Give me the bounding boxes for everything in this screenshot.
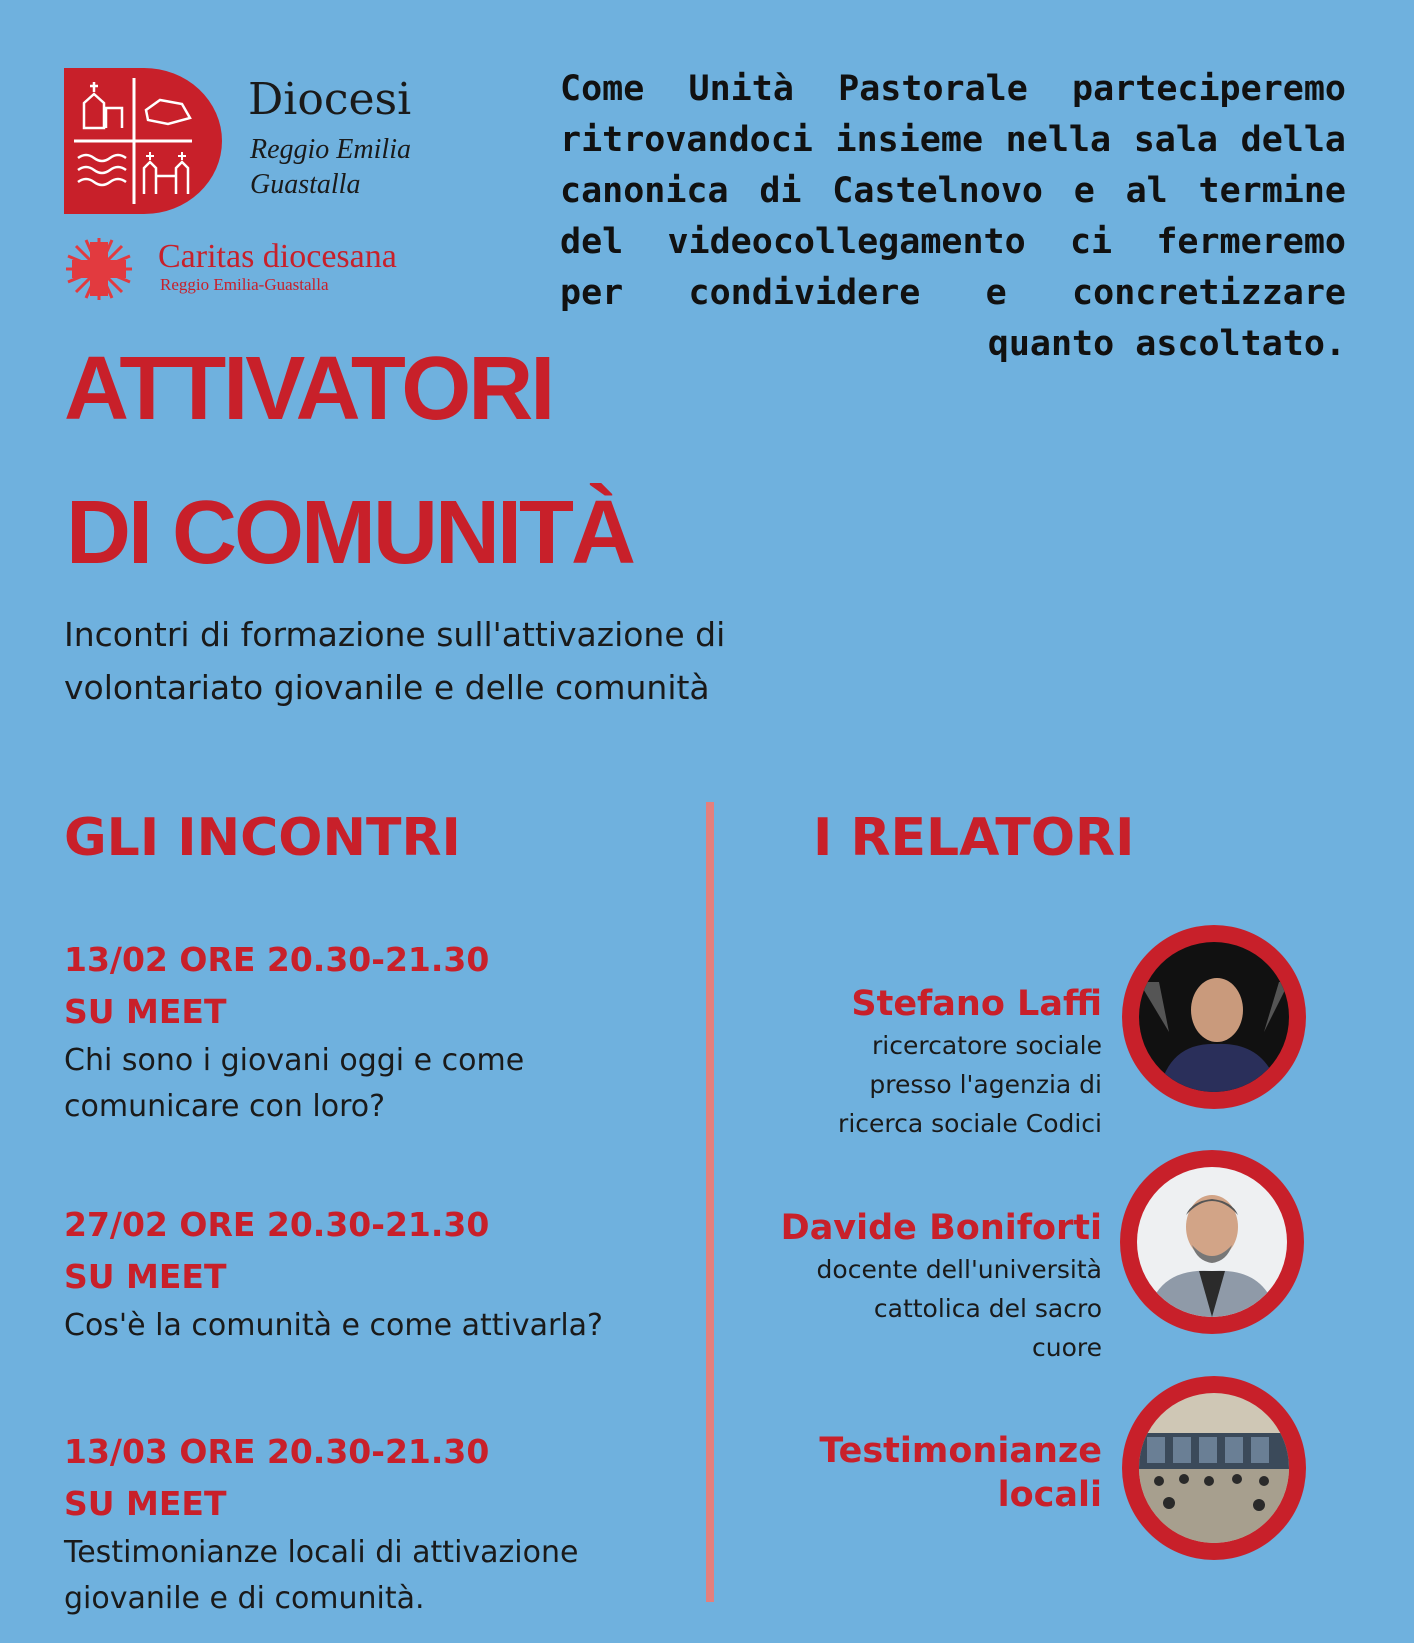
diocesi-logo [64,68,222,214]
meeting-item [64,1199,684,1349]
speaker-portrait-image [1137,1167,1287,1317]
speaker-photo [1122,925,1306,1109]
meeting-date: 27/02 ORE 20.30-21.30 [64,1205,490,1244]
diocesi-subtitle-line2: Guastalla [250,169,361,200]
meeting-location: SU MEET [64,992,227,1031]
caritas-title: Caritas diocesana [158,238,397,275]
speaker-photo [1120,1150,1304,1334]
caritas-cross-icon [64,236,134,302]
meeting-item [64,1426,684,1622]
speaker-name: Stefano Laffi [851,984,1102,1024]
speaker-item [781,1206,1102,1367]
meeting-date: 13/03 ORE 20.30-21.30 [64,1432,490,1471]
meeting-item [64,934,684,1130]
community-meeting-image [1139,1393,1289,1543]
speaker-photo [1122,1376,1306,1560]
speaker-role: docente dell'università cattolica del sacro cuore [816,1255,1102,1362]
meeting-description: Cos'è la comunità e come attivarla? [64,1308,603,1343]
meeting-description: Testimonianze locali di attivazione giovanile e di comunità. [64,1535,579,1616]
meeting-location: SU MEET [64,1257,227,1296]
main-title-line2: DI COMUNITÀ [66,483,633,583]
main-title-line1: ATTIVATORI [64,339,553,439]
speaker-item [782,1429,1102,1517]
meeting-location: SU MEET [64,1484,227,1523]
meeting-date: 13/02 ORE 20.30-21.30 [64,940,490,979]
pastoral-unit-statement: Come Unità Pastorale parteciperemo ritrovandoci insieme nella sala della canonica di Castelnovo e al termine del videocollegamento ci fermeremo per condividere e concretizzare quanto ascoltato. [560,69,1346,364]
meeting-description: Chi sono i giovani oggi e come comunicare con loro? [64,1043,525,1124]
speaker-name: Davide Boniforti [780,1208,1102,1248]
meetings-heading: GLI INCONTRI [64,808,461,868]
speaker-name: Testimonianze locali [819,1431,1102,1515]
speaker-portrait-image [1139,942,1289,1092]
caritas-subtitle: Reggio Emilia-Guastalla [160,275,329,294]
speakers-heading: I RELATORI [813,808,1135,868]
column-divider [706,802,714,1602]
diocesi-subtitle-line1: Reggio Emilia [250,134,411,165]
speaker-role: ricercatore sociale presso l'agenzia di ricerca sociale Codici [838,1031,1102,1138]
diocesi-title: Diocesi [248,74,412,125]
speaker-item [838,982,1102,1143]
subtitle: Incontri di formazione sull'attivazione di volontariato giovanile e delle comunità [64,615,726,707]
